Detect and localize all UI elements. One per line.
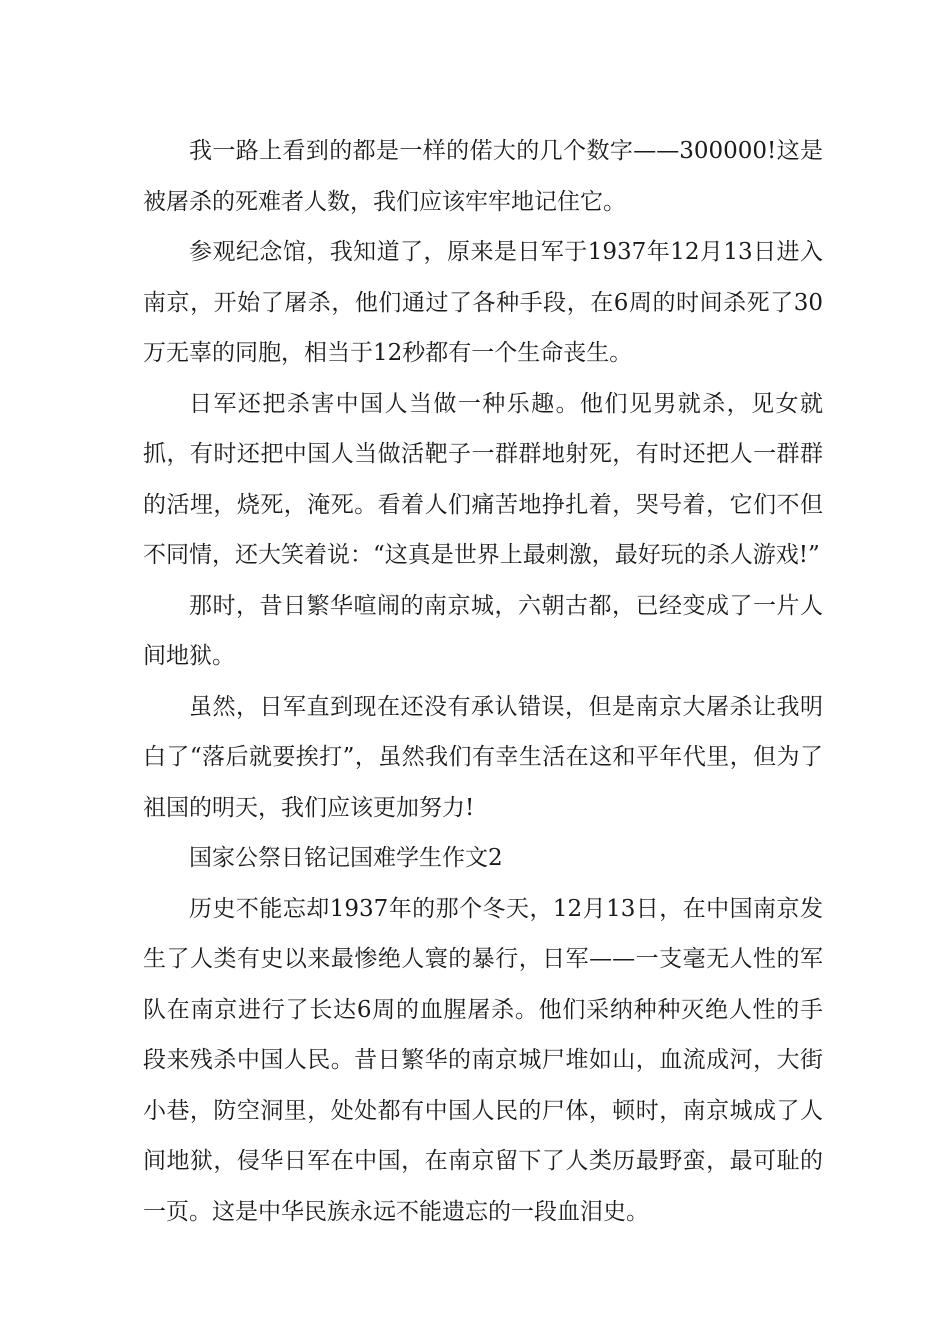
paragraph-3: 日军还把杀害中国人当做一种乐趣。他们见男就杀，见女就抓，有时还把中国人当做活靶子一群群地射死，有时还把人一群群的活埋，烧死，淹死。看着人们痛苦地挣扎着，哭号着，它们不但不同情，还大笑着说：“这真是世界上最刺激，最好玩的杀人游戏!” <box>143 390 823 568</box>
paragraph-4: 那时，昔日繁华喧闹的南京城，六朝古都，已经变成了一片人间地狱。 <box>143 592 823 669</box>
paragraph-2: 参观纪念馆，我知道了，原来是日军于1937年12月13日进入南京，开始了屠杀，他们通过了各种手段，在6周的时间杀死了30万无辜的同胞，相当于12秒都有一个生命丧生。 <box>143 239 823 366</box>
section-title: 国家公祭日铭记国难学生作文2 <box>189 845 503 871</box>
section-paragraph-1: 历史不能忘却1937年的那个冬天，12月13日，在中国南京发生了人类有史以来最惨绝人寰的暴行，日军——一支毫无人性的军队在南京进行了长达6周的血腥屠杀。他们采纳种种灭绝人性的手段来残杀中国人民。昔日繁华的南京城尸堆如山，血流成河，大街小巷，防空洞里，处处都有中国人民的尸体，顿时，南京城成了人间地狱，侵华日军在中国，在南京留下了人类历最野蛮，最可耻的一页。这是中华民族永远不能遗忘的一段血泪史。 <box>143 895 823 1225</box>
paragraph-5: 虽然，日军直到现在还没有承认错误，但是南京大屠杀让我明白了“落后就要挨打”，虽然我们有幸生活在这和平年代里，但为了祖国的明天，我们应该更加努力! <box>143 693 823 821</box>
paragraph-1: 我一路上看到的都是一样的偌大的几个数字——300000!这是被屠杀的死难者人数，我们应该牢牢地记住它。 <box>143 138 823 215</box>
document-body <box>143 126 823 1237</box>
